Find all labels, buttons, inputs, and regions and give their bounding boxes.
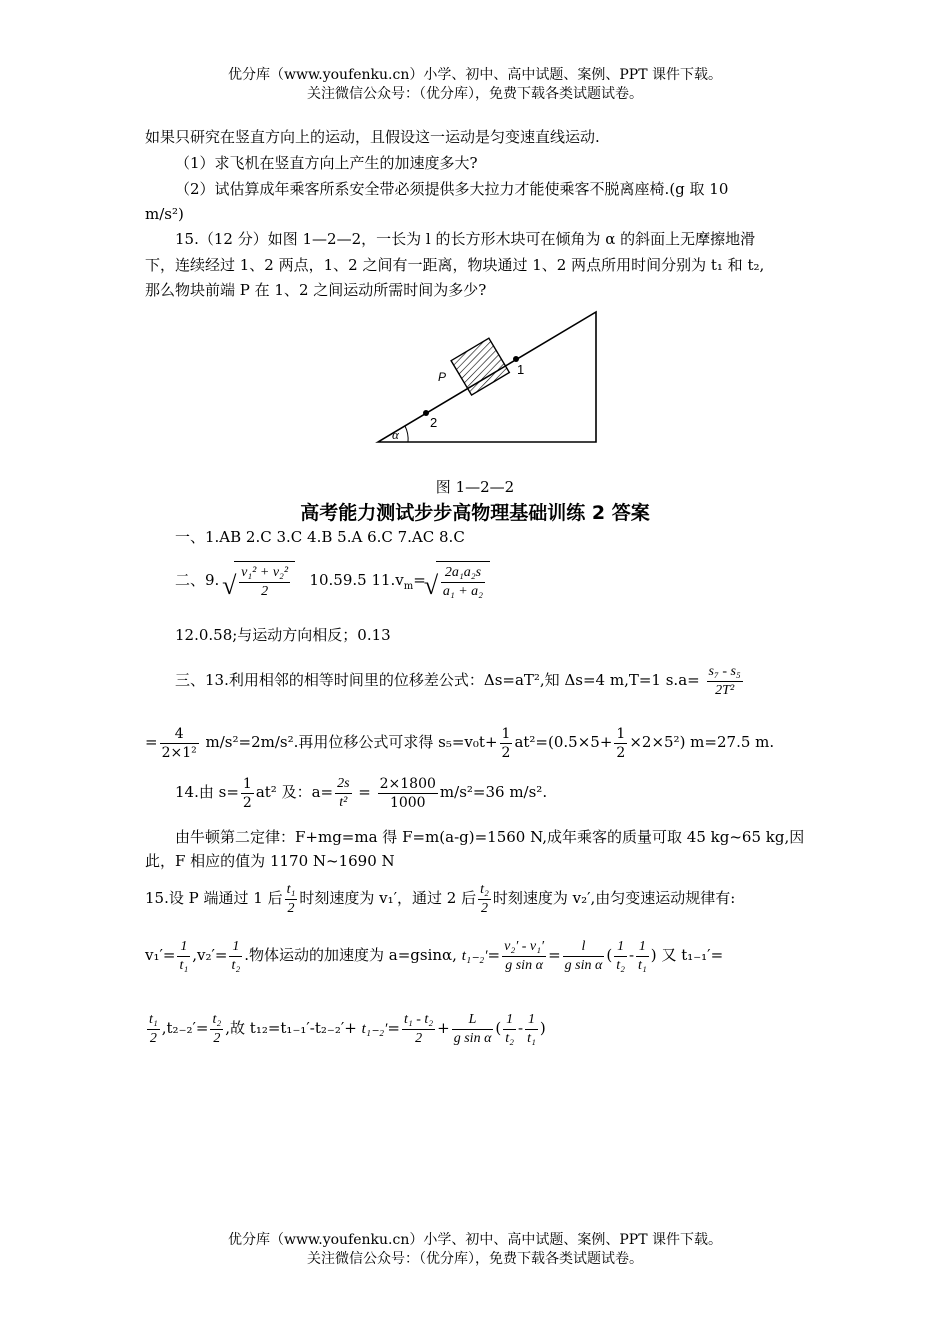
page-footer-line2: 关注微信公众号：（优分库），免费下载各类试题试卷。 xyxy=(307,1251,643,1267)
point-2-marker xyxy=(423,410,429,416)
label-alpha: α xyxy=(392,427,399,442)
answer-section-2: 二、9. √ $\frac{\text{v₁² + v₂²}}{2}$ 10.59.5 $11.v_m=$ √ $\frac{\text{2a₁a₂s}}{\text{a₁ + a₂}}$ xyxy=(175,560,490,607)
question-15-line1: 15.（12 分）如图 1—2—2，一长为 l 的长方形木块可在倾角为 α 的斜面上无摩擦地滑 xyxy=(175,230,756,248)
label-p: P xyxy=(438,370,447,384)
question-15-line3: 那么物块前端 P 在 1、2 之间运动所需时间为多少? xyxy=(145,281,487,299)
page-header-line2: 关注微信公众号：（优分库），免费下载各类试题试卷。 xyxy=(307,86,643,102)
question-14-part2: （2）试估算成年乘客所系安全带必须提供多大拉力才能使乘客不脱离座椅.(g 取 10 xyxy=(175,180,729,198)
answers-title: 高考能力测试步步高物理基础训练 2 答案 xyxy=(300,502,650,524)
answer-14-line2: 由牛顿第二定律：F+mg=ma 得 F=m(a-g)=1560 N,成年乘客的质量可取 45 kg~65 kg,因 xyxy=(175,828,805,846)
figure-caption: 图 1—2—2 xyxy=(435,478,515,496)
wooden-block xyxy=(451,338,509,395)
answer-14-line3: 此，F 相应的值为 1170 N~1690 N xyxy=(145,852,395,870)
question-15-line2: 下，连续经过 1、2 两点，1、2 之间有一距离，物块通过 1、2 两点所用时间分别为 t₁ 和 t₂, xyxy=(145,256,765,274)
question-intro: 如果只研究在竖直方向上的运动，且假设这一运动是匀变速直线运动. xyxy=(145,128,600,146)
answer-15-line2: v₁′= $\frac{1}{\text{t₁}}$ ,v₂′= $\frac{1}{\text{t₂}}$ .物体运动的加速度为 a=gsinα, t₁₋₂′= $\frac{\text{v₂′ - v₁′}}{\text{g sin α}}$ = $\frac{l}{\text{g sin α}}$ ( $\frac{1}{\text{t₂}}$ - $\frac{1}{\text{t₁}}$ ) 又 t₁₋₁′= xyxy=(145,938,724,973)
answer-15-line1: 15.设 P 端通过 1 后 $\frac{\text{t₁}}{2}$ 时刻速度为 v₁′，通过 2 后 $\frac{\text{t₂}}{2}$ 时刻速度为 v₂′,由匀变速运动规律有: xyxy=(145,881,736,916)
page-footer-line1: 优分库（www.youfenku.cn）小学、初中、高中试题、案例、PPT 课件下载。 xyxy=(227,1232,722,1248)
alpha-arc xyxy=(405,426,408,442)
question-14-part1: （1）求飞机在竖直方向上产生的加速度多大? xyxy=(175,154,478,172)
answer-section-1: 一、1.AB 2.C 3.C 4.B 5.A 6.C 7.AC 8.C xyxy=(175,528,465,546)
answer-15-line3: $\frac{\text{t₁}}{2}$ ,t₂₋₂′= $\frac{\text{t₂}}{2}$ ,故 t₁₂=t₁₋₁′-t₂₋₂′+ t₁₋₂′= $\frac{\text{t₁ - t₂}}{2}$ + $\frac{L}{\text{g sin α}}$ ( $\frac{1}{\text{t₂}}$ - $\frac{1}{\text{t₁}}$ ) xyxy=(149,1011,546,1046)
answer-14-line1: 14.由 s= $\frac{1}{2}$ at² 及：a= $\frac{2s}{\text{t²}}$ = $\frac{2\times 1800}{1000}$ m/s²=36 m/s². xyxy=(175,775,548,811)
answer-13-line1: 三、13.利用相邻的相等时间里的位移差公式：Δs=aT²,知 Δs=4 m,T=1 s.a= $\frac{\text{s₇ - s₅}}{\text{2T²}}$ xyxy=(175,663,741,698)
answer-13-line2: = $\frac{4}{\text{2×1²}}$ m/s²=2m/s².再用位移公式可求得 s₅=v₀t+ $\frac{1}{2}$ at²=(0.5×5+ $\frac{1}{2}$ ×2×5²) m=27.5 m. xyxy=(145,725,775,761)
incline-figure xyxy=(370,300,615,450)
answer-12: 12.0.58;与运动方向相反；0.13 xyxy=(175,626,391,644)
question-14-part2-unit: m/s²) xyxy=(145,205,184,223)
label-2: 2 xyxy=(430,415,438,430)
page-header-line1: 优分库（www.youfenku.cn）小学、初中、高中试题、案例、PPT 课件下载。 xyxy=(227,67,722,83)
label-1: 1 xyxy=(517,362,525,377)
